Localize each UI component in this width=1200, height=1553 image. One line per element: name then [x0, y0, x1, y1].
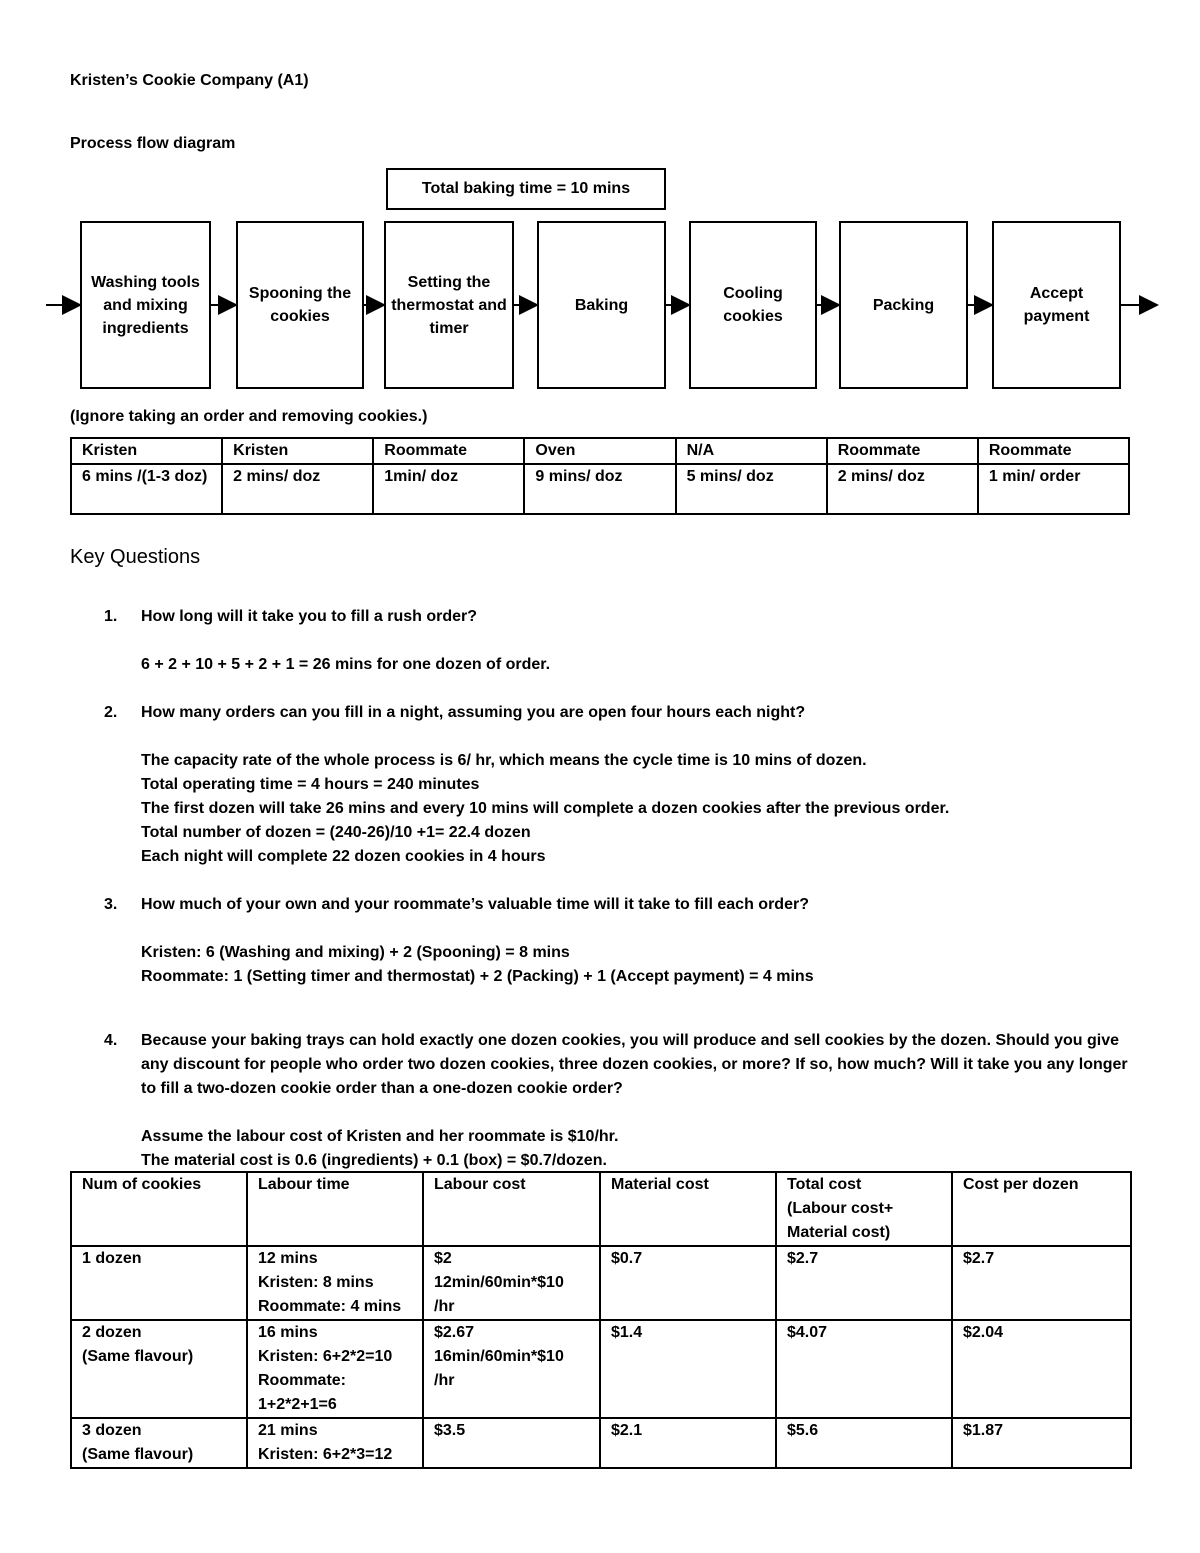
answer-line: Roommate: 1 (Setting timer and thermostat) + 2 (Packing) + 1 (Accept payment) = 4 mins: [141, 968, 814, 985]
cell-material: $2.1: [600, 1418, 776, 1468]
table-header-row: [71, 1172, 1131, 1246]
time-cell: 1 min/ order: [978, 464, 1129, 514]
cost-table: [70, 1171, 1132, 1469]
cell-line: 3 dozen: [82, 1422, 142, 1439]
answer-line: The first dozen will take 26 mins and every 10 mins will complete a dozen cookies after the previous order.: [141, 800, 950, 817]
cell-labour-cost: [423, 1418, 600, 1468]
flow-step-cooling: Cooling cookies: [689, 221, 817, 389]
answer-line: The capacity rate of the whole process is 6/ hr, which means the cycle time is 10 mins of dozen.: [141, 752, 867, 769]
header-labour-cost: Labour cost: [423, 1172, 600, 1246]
header-labour-time: Labour time: [247, 1172, 423, 1246]
resource-cell: N/A: [676, 438, 827, 464]
time-cell: 5 mins/ doz: [676, 464, 827, 514]
header-material-cost: Material cost: [600, 1172, 776, 1246]
cell-line: (Same flavour): [82, 1446, 194, 1463]
question-number: 2.: [104, 704, 118, 721]
question-text: How long will it take you to fill a rush order?: [141, 608, 478, 625]
resource-cell: Roommate: [978, 438, 1129, 464]
question-number: 1.: [104, 608, 118, 625]
table-row: [71, 1320, 1131, 1418]
resource-cell: Kristen: [222, 438, 373, 464]
cell-line: Kristen: 6+2*2=10: [258, 1348, 393, 1365]
cell-total: $5.6: [776, 1418, 952, 1468]
flow-step-spooning: Spooning the cookies: [236, 221, 364, 389]
cell-line: Roommate: 4 mins: [258, 1298, 402, 1315]
time-cell: 2 mins/ doz: [827, 464, 978, 514]
cell-line: Roommate:: [258, 1372, 347, 1389]
cell-total: $4.07: [776, 1320, 952, 1418]
resource-cell: Kristen: [71, 438, 222, 464]
cell-line: $2: [434, 1250, 452, 1267]
cell-material: $1.4: [600, 1320, 776, 1418]
cell-line: 1+2*2+1=6: [258, 1396, 337, 1413]
cell-line: Kristen: 6+2*3=12: [258, 1446, 393, 1463]
answer-line: Kristen: 6 (Washing and mixing) + 2 (Spooning) = 8 mins: [141, 944, 570, 961]
cell-line: $2.67: [434, 1324, 475, 1341]
resource-cell: Roommate: [373, 438, 524, 464]
cell-line: 16min/60min*$10: [434, 1348, 564, 1365]
resource-cell: Roommate: [827, 438, 978, 464]
answer-line: Total operating time = 4 hours = 240 minutes: [141, 776, 480, 793]
time-row: [71, 464, 1129, 514]
flow-step-accept-payment: Accept payment: [992, 221, 1121, 389]
cell-total: $2.7: [776, 1246, 952, 1320]
total-baking-time-box: Total baking time = 10 mins: [386, 168, 666, 210]
question-1: [104, 605, 1134, 629]
section-label: Process flow diagram: [70, 135, 236, 152]
answer-line: Each night will complete 22 dozen cookies in 4 hours: [141, 848, 546, 865]
time-cell: 6 mins /(1-3 doz): [71, 464, 222, 514]
cell-per-dozen: $2.7: [952, 1246, 1131, 1320]
cell-line: 1 dozen: [82, 1250, 142, 1267]
resource-table: [70, 437, 1130, 515]
header-num-cookies: Num of cookies: [71, 1172, 247, 1246]
answer-line: Assume the labour cost of Kristen and her roommate is $10/hr.: [141, 1128, 619, 1145]
cell-labour-time: [247, 1246, 423, 1320]
header-line: Material cost): [787, 1224, 891, 1241]
cell-num: [71, 1246, 247, 1320]
cell-labour-time: [247, 1320, 423, 1418]
flow-step-washing: Washing tools and mixing ingredients: [80, 221, 211, 389]
header-line: (Labour cost+: [787, 1200, 894, 1217]
cell-per-dozen: $1.87: [952, 1418, 1131, 1468]
table-row: [71, 1246, 1131, 1320]
flow-step-packing: Packing: [839, 221, 968, 389]
cell-line: /hr: [434, 1372, 455, 1389]
question-number: 4.: [104, 1032, 118, 1049]
cell-num: [71, 1320, 247, 1418]
flow-step-thermostat: Setting the thermostat and timer: [384, 221, 514, 389]
question-2: [104, 701, 1134, 725]
answer-1: [141, 653, 1141, 677]
cell-line: 21 mins: [258, 1422, 318, 1439]
answer-2: [141, 749, 1141, 869]
flow-step-baking: Baking: [537, 221, 666, 389]
question-3: [104, 893, 1134, 917]
header-total-cost: [776, 1172, 952, 1246]
question-text: Because your baking trays can hold exactly one dozen cookies, you will produce and sell cookies by the dozen. Should you give any discount for people who order two dozen cookies, three dozen cookies, or more? If so, how much? Will it take you any longer to fill a two-dozen cookie order than a one-dozen cookie order?: [141, 1032, 1128, 1097]
answer-3: [141, 941, 1141, 989]
cell-line: $3.5: [434, 1422, 466, 1439]
answer-4: [141, 1125, 1141, 1173]
question-number: 3.: [104, 896, 118, 913]
key-questions-heading: Key Questions: [70, 546, 201, 568]
question-text: How much of your own and your roommate’s valuable time will it take to fill each order?: [141, 896, 809, 913]
cell-labour-cost: [423, 1246, 600, 1320]
cell-material: $0.7: [600, 1246, 776, 1320]
cell-line: 2 dozen: [82, 1324, 142, 1341]
cell-line: 12min/60min*$10: [434, 1274, 564, 1291]
cell-labour-cost: [423, 1320, 600, 1418]
cell-per-dozen: $2.04: [952, 1320, 1131, 1418]
document-title: Kristen’s Cookie Company (A1): [70, 72, 309, 89]
question-4: [104, 1029, 1134, 1101]
header-line: Total cost: [787, 1176, 862, 1193]
ignore-note: (Ignore taking an order and removing cookies.): [70, 408, 428, 425]
time-cell: 9 mins/ doz: [524, 464, 675, 514]
cell-line: (Same flavour): [82, 1348, 194, 1365]
answer-line: 6 + 2 + 10 + 5 + 2 + 1 = 26 mins for one dozen of order.: [141, 656, 551, 673]
cell-line: /hr: [434, 1298, 455, 1315]
cell-line: 12 mins: [258, 1250, 318, 1267]
answer-line: The material cost is 0.6 (ingredients) + 0.1 (box) = $0.7/dozen.: [141, 1152, 607, 1169]
resource-row: [71, 438, 1129, 464]
cell-line: 16 mins: [258, 1324, 318, 1341]
table-row: [71, 1418, 1131, 1468]
cell-line: Kristen: 8 mins: [258, 1274, 374, 1291]
time-cell: 2 mins/ doz: [222, 464, 373, 514]
cell-labour-time: [247, 1418, 423, 1468]
answer-line: Total number of dozen = (240-26)/10 +1= 22.4 dozen: [141, 824, 531, 841]
cell-num: [71, 1418, 247, 1468]
header-cost-per-dozen: Cost per dozen: [952, 1172, 1131, 1246]
resource-cell: Oven: [524, 438, 675, 464]
question-text: How many orders can you fill in a night, assuming you are open four hours each night?: [141, 704, 806, 721]
time-cell: 1min/ doz: [373, 464, 524, 514]
